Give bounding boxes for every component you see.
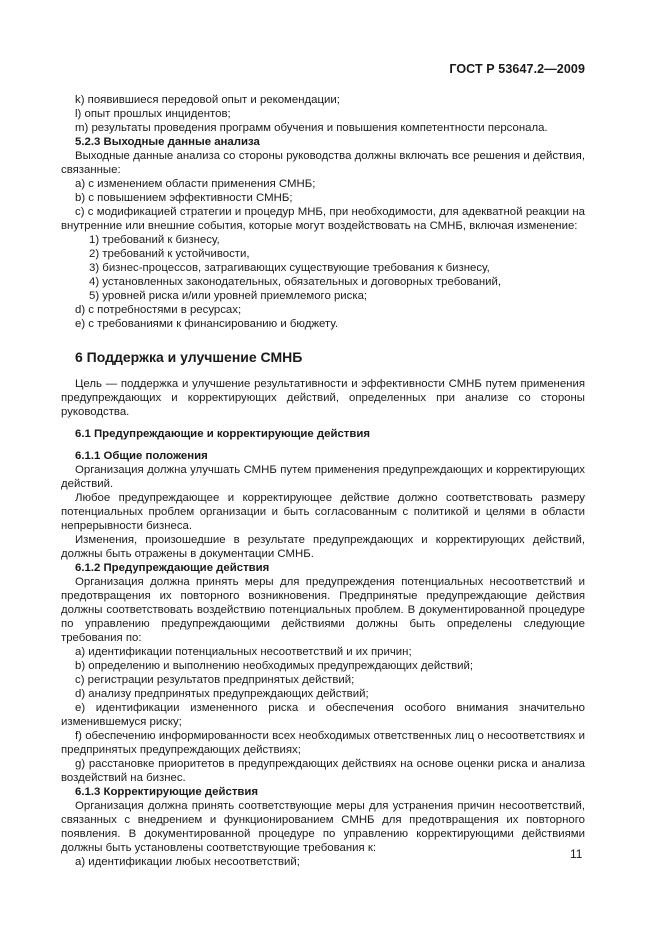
paragraph: Организация должна улучшать СМНБ путем применения предупреждающих и корректирующих действий. <box>61 464 585 490</box>
list-item: a) идентификации потенциальных несоответствий и их причин; <box>75 646 412 658</box>
list-item: a) с изменением области применения СМНБ; <box>75 178 316 190</box>
paragraph: Выходные данные анализа со стороны руководства должны включать все решения и действия, связанные: <box>61 150 585 176</box>
document-body <box>61 93 585 869</box>
list-item: e) с требованиями к финансированию и бюджету. <box>75 318 338 330</box>
sub-list-item: 5) уровней риска и/или уровней приемлемого риска; <box>89 290 368 302</box>
page-number: 11 <box>570 847 583 861</box>
subsection-heading: 6.1.3 Корректирующие действия <box>75 786 259 798</box>
section-heading: 6.1 Предупреждающие и корректирующие действия <box>75 428 371 440</box>
paragraph: Организация должна принять соответствующие меры для устранения причин несоответствий, связанных с внедрением и функционированием СМНБ для предотвращения их повторного появления. В документированной процедуре по управлению корректирующими действиями должны быть установлены соответствующие требования к: <box>61 800 585 854</box>
list-item: a) идентификации любых несоответствий; <box>75 856 300 868</box>
list-item: d) анализу предпринятых предупреждающих действий; <box>75 688 369 700</box>
sub-list-item: 1) требований к бизнесу, <box>89 234 220 246</box>
paragraph: Изменения, произошедшие в результате предупреждающих и корректирующих действий, должны быть отражены в документации СМНБ. <box>61 534 585 560</box>
list-item: g) расстановке приоритетов в предупреждающих действиях на основе оценки риска и анализа воздействий на бизнес. <box>61 758 585 784</box>
sub-list-item: 2) требований к устойчивости, <box>89 248 250 260</box>
list-item: d) с потребностями в ресурсах; <box>75 304 242 316</box>
sub-list-item: 4) установленных законодательных, обязательных и договорных требований, <box>89 276 502 288</box>
list-item: e) идентификации измененного риска и обеспечения особого внимания значительно изменившемуся риску; <box>61 702 585 728</box>
paragraph: Организация должна принять меры для предупреждения потенциальных несоответствий и предотвращения их повторного возникновения. Предпринятые предупреждающие действия должны соответствовать воздействию потенциальных проблем. В документированной процедуре по управлению предупреждающими действиями должны быть определены следующие требования по: <box>61 576 585 644</box>
list-item: m) результаты проведения программ обучения и повышения компетентности персонала. <box>75 122 548 134</box>
subsection-heading: 6.1.2 Предупреждающие действия <box>75 562 270 574</box>
list-item: b) определению и выполнению необходимых предупреждающих действий; <box>75 660 474 672</box>
paragraph: Любое предупреждающее и корректирующее действие должно соответствовать размеру потенциальных проблем организации и быть согласованным с политикой и целями в области непрерывности бизнеса. <box>61 492 585 532</box>
section-heading: 5.2.3 Выходные данные анализа <box>75 136 260 148</box>
chapter-heading: 6 Поддержка и улучшение СМНБ <box>75 349 303 365</box>
paragraph: Цель — поддержка и улучшение результативности и эффективности СМНБ путем применения предупреждающих и корректирующих действий, определенных при анализе со стороны руководства. <box>61 378 585 418</box>
sub-list-item: 3) бизнес-процессов, затрагивающих существующие требования к бизнесу, <box>89 262 490 274</box>
list-item: l) опыт прошлых инцидентов; <box>75 108 231 120</box>
list-item: b) с повышением эффективности СМНБ; <box>75 192 293 204</box>
list-item: c) с модификацией стратегии и процедур МНБ, при необходимости, для адекватной реакции на внутренние или внешние события, которые могут воздействовать на СМНБ, включая изменение: <box>61 206 585 232</box>
document-header: ГОСТ Р 53647.2—2009 <box>449 62 585 76</box>
subsection-heading: 6.1.1 Общие положения <box>75 450 208 462</box>
list-item: k) появившиеся передовой опыт и рекомендации; <box>75 94 340 106</box>
list-item: f) обеспечению информированности всех необходимых ответственных лиц о несоответствиях и предпринятых предупреждающих действиях; <box>61 730 585 756</box>
list-item: c) регистрации результатов предпринятых действий; <box>75 674 355 686</box>
